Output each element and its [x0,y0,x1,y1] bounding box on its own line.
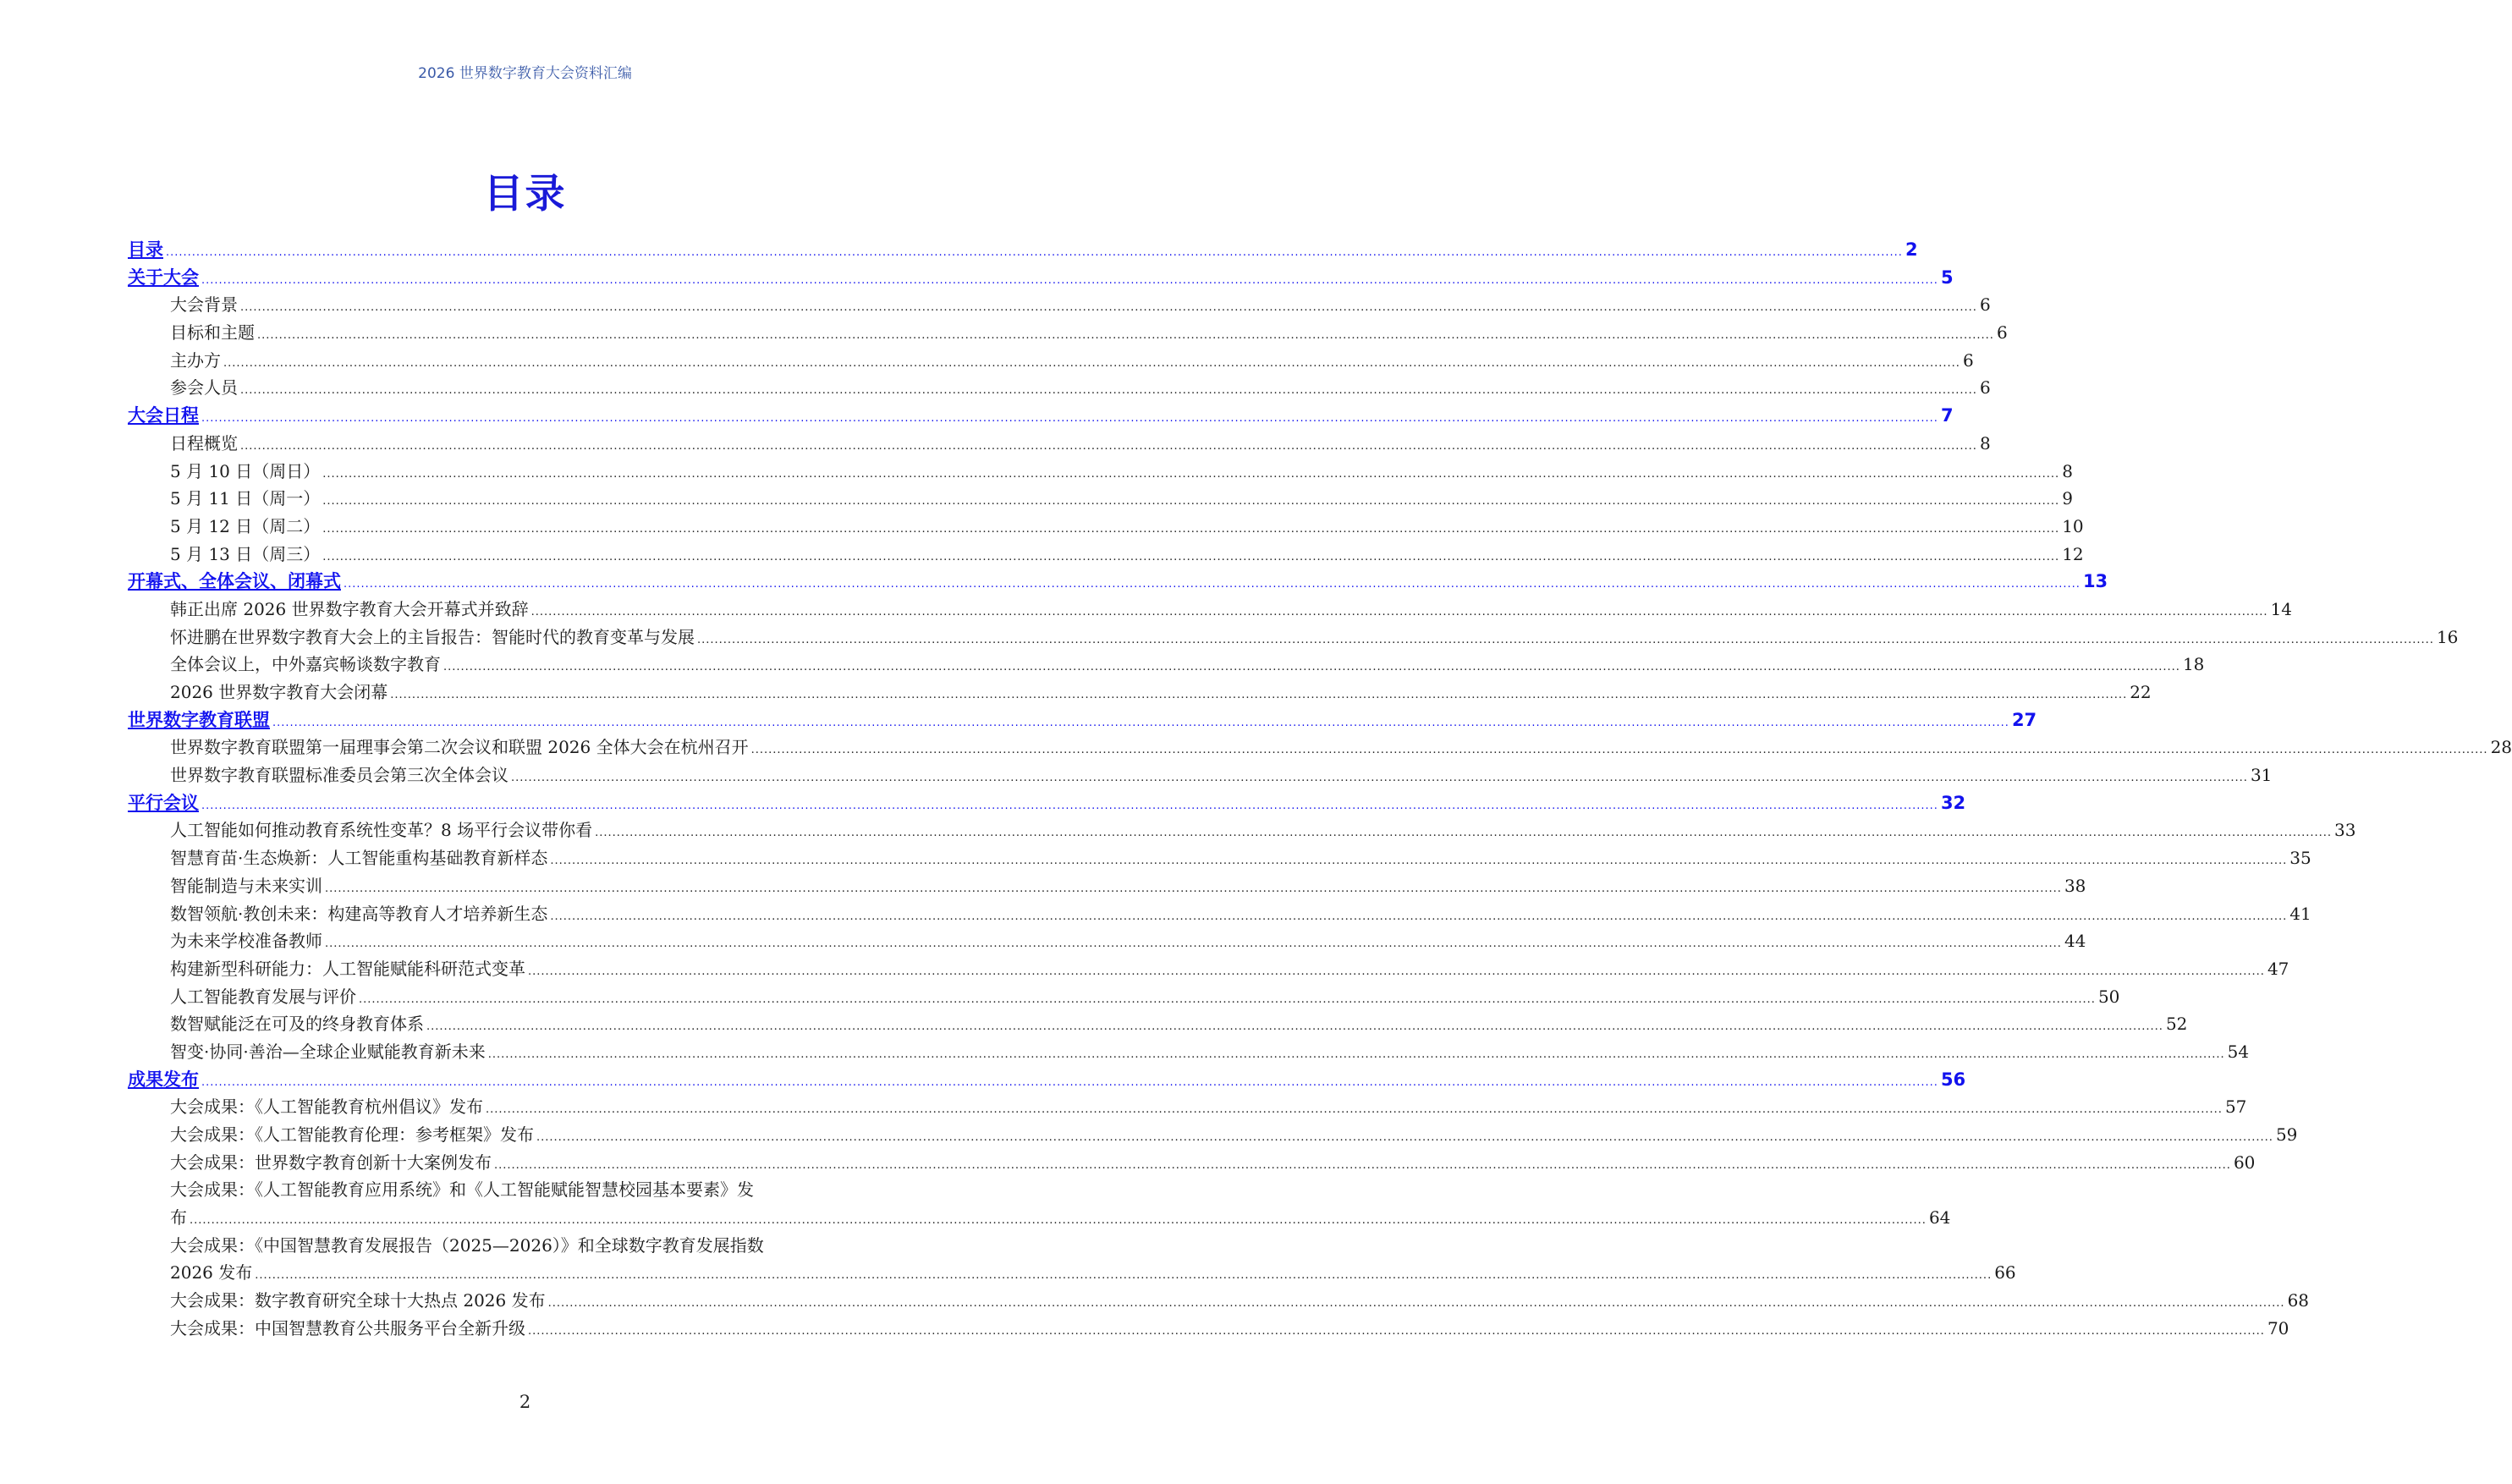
toc-entry-label: 人工智能如何推动教育系统性变革？8 场平行会议带你看 [170,820,593,841]
toc-entry-label-continued: 布 [170,1207,187,1228]
toc-entry[interactable] [128,319,2008,347]
toc-entry[interactable] [128,374,1991,402]
toc-entry-label: 世界数字教育联盟标准委员会第三次全体会议 [170,765,508,786]
toc-entry-page: 50 [2097,986,2120,1007]
dot-leader: ................................................................................................................................................................................................................................................................................................................................................................................................................ [240,301,1977,315]
toc-entry-page: 32 [1940,792,1966,813]
toc-entry[interactable] [128,347,1974,375]
toc-entry-label: 数智领航·教创未来：构建高等教育人才培养新生态 [170,903,548,924]
toc-entry-label: 大会成果：《人工智能教育杭州倡议》发布 [170,1097,483,1118]
dot-leader: ................................................................................................................................................................................................................................................................................................................................................................................................................ [528,1324,2265,1338]
page-number: 2 [519,1392,531,1412]
dot-leader: ................................................................................................................................................................................................................................................................................................................................................................................................................ [201,273,1938,287]
dot-leader: ................................................................................................................................................................................................................................................................................................................................................................................................................ [550,855,2288,868]
dot-leader: ................................................................................................................................................................................................................................................................................................................................................................................................................ [240,439,1977,453]
toc-entry-page: 7 [1940,405,1954,426]
toc-entry-page: 33 [2334,820,2356,841]
toc-entry-label: 怀进鹏在世界数字教育大会上的主旨报告：智能时代的教育变革与发展 [170,626,695,647]
table-of-contents [128,236,2512,1343]
dot-leader: ................................................................................................................................................................................................................................................................................................................................................................................................................ [494,1158,2231,1172]
toc-entry-label: 大会日程 [128,405,199,426]
toc-entry-label: 目标和主题 [170,322,255,344]
toc-entry-label: 成果发布 [128,1069,199,1090]
dot-leader: ................................................................................................................................................................................................................................................................................................................................................................................................................ [190,1214,1927,1228]
page-title: 目录 [483,171,567,217]
toc-entry[interactable] [128,291,1991,319]
toc-entry-label: 智慧育苗·生态焕新：人工智能重构基础教育新样态 [170,848,548,869]
dot-leader: ................................................................................................................................................................................................................................................................................................................................................................................................................ [201,799,1938,812]
toc-entry-page: 6 [1979,377,1991,398]
toc-entry-page: 56 [1940,1069,1966,1090]
toc-entry-page: 31 [2250,765,2273,786]
dot-leader: ................................................................................................................................................................................................................................................................................................................................................................................................................ [530,605,2268,618]
toc-entry[interactable] [128,955,2289,983]
toc-entry[interactable] [128,430,1991,458]
toc-entry-label: 韩正出席 2026 世界数字教育大会开幕式并致辞 [170,598,529,619]
toc-entry-page: 6 [1962,349,1974,371]
dot-leader: ................................................................................................................................................................................................................................................................................................................................................................................................................ [322,467,2060,481]
toc-entry-page: 54 [2227,1041,2250,1062]
toc-entry-page: 10 [2062,515,2084,536]
dot-leader: ................................................................................................................................................................................................................................................................................................................................................................................................................ [595,827,2333,840]
toc-entry[interactable] [128,513,2084,541]
dot-leader: ................................................................................................................................................................................................................................................................................................................................................................................................................ [201,412,1938,426]
toc-entry-label: 5 月 10 日（周日） [170,460,321,481]
toc-entry-label: 5 月 13 日（周三） [170,543,321,564]
dot-leader: ................................................................................................................................................................................................................................................................................................................................................................................................................ [257,329,1994,343]
toc-entry[interactable] [128,1121,2298,1149]
toc-section-link[interactable] [128,568,2108,596]
toc-entry-label-continued: 2026 发布 [170,1262,253,1283]
toc-entry-label: 大会成果：数字教育研究全球十大热点 2026 发布 [170,1290,546,1311]
dot-leader: ................................................................................................................................................................................................................................................................................................................................................................................................................ [486,1103,2223,1117]
dot-leader: ................................................................................................................................................................................................................................................................................................................................................................................................................ [322,550,2060,563]
toc-entry-label: 智能制造与未来实训 [170,875,322,896]
toc-entry-label: 主办方 [170,349,221,371]
toc-entry-page: 44 [2064,931,2086,952]
dot-leader: ................................................................................................................................................................................................................................................................................................................................................................................................................ [443,661,2180,674]
toc-entry[interactable] [128,1232,2016,1287]
toc-entry[interactable] [128,900,2311,928]
toc-entry-label: 大会背景 [170,294,238,316]
toc-entry[interactable] [128,1149,2256,1177]
dot-leader: ................................................................................................................................................................................................................................................................................................................................................................................................................ [201,1075,1938,1089]
toc-entry-page: 28 [2490,737,2512,758]
toc-entry[interactable] [128,1287,2310,1315]
dot-leader: ................................................................................................................................................................................................................................................................................................................................................................................................................ [359,992,2096,1006]
toc-entry-label: 智变·协同·善治—全球企业赋能教育新未来 [170,1041,486,1062]
toc-entry-label: 为未来学校准备教师 [170,931,322,952]
toc-entry-label: 大会成果：《中国智慧教育发展报告（2025—2026）》和全球数字教育发展指数 [170,1234,764,1256]
dot-leader: ................................................................................................................................................................................................................................................................................................................................................................................................................ [511,772,2248,785]
toc-entry-label: 平行会议 [128,792,199,813]
toc-entry-page: 8 [1979,432,1991,453]
toc-entry[interactable] [128,1315,2289,1343]
toc-entry-page: 22 [2130,682,2152,702]
dot-leader: ................................................................................................................................................................................................................................................................................................................................................................................................................ [750,744,2488,757]
dot-leader: ................................................................................................................................................................................................................................................................................................................................................................................................................ [547,1297,2285,1311]
toc-section-link[interactable] [128,236,1918,264]
toc-entry-page: 41 [2289,903,2311,924]
toc-entry-label: 大会成果：中国智慧教育公共服务平台全新升级 [170,1317,525,1338]
dot-leader: ................................................................................................................................................................................................................................................................................................................................................................................................................ [322,495,2060,508]
toc-entry-label: 大会成果：《人工智能教育伦理：参考框架》发布 [170,1124,534,1145]
toc-entry-label: 人工智能教育发展与评价 [170,986,356,1007]
toc-entry[interactable] [128,983,2120,1011]
toc-entry[interactable] [128,872,2086,900]
toc-entry-page: 12 [2062,543,2084,564]
toc-entry-page: 57 [2224,1097,2247,1118]
toc-entry-page: 9 [2062,488,2073,509]
toc-entry[interactable] [128,596,2293,624]
dot-leader: ................................................................................................................................................................................................................................................................................................................................................................................................................ [166,246,1903,259]
running-header: 2026 世界数字教育大会资料汇编 [418,65,632,82]
toc-entry-page: 35 [2289,848,2311,869]
toc-section-link[interactable] [128,264,1954,292]
dot-leader: ................................................................................................................................................................................................................................................................................................................................................................................................................ [344,578,2081,591]
toc-entry-page: 14 [2270,598,2293,619]
dot-leader: ................................................................................................................................................................................................................................................................................................................................................................................................................ [528,965,2265,978]
toc-entry[interactable] [128,734,2512,761]
toc-entry[interactable] [128,816,2356,844]
dot-leader: ................................................................................................................................................................................................................................................................................................................................................................................................................ [325,882,2062,895]
toc-section-link[interactable] [128,402,1954,430]
toc-entry-label: 世界数字教育联盟第一届理事会第二次会议和联盟 2026 全体大会在杭州召开 [170,737,749,758]
dot-leader: ................................................................................................................................................................................................................................................................................................................................................................................................................ [325,937,2062,951]
toc-entry-label: 5 月 11 日（周一） [170,488,321,509]
toc-entry[interactable] [128,1038,2250,1066]
toc-entry-page: 60 [2233,1151,2256,1173]
toc-entry-page: 64 [1928,1207,1951,1228]
toc-entry-page: 5 [1940,267,1954,288]
toc-entry-label: 关于大会 [128,267,199,288]
toc-entry[interactable] [128,624,2459,651]
toc-entry-page: 18 [2182,654,2205,675]
dot-leader: ................................................................................................................................................................................................................................................................................................................................................................................................................ [223,356,1960,370]
toc-section-link[interactable] [128,789,1966,817]
dot-leader: ................................................................................................................................................................................................................................................................................................................................................................................................................ [536,1131,2273,1144]
toc-entry-label: 大会成果：《人工智能教育应用系统》和《人工智能赋能智慧校园基本要素》发 [170,1179,754,1201]
toc-entry-label: 2026 世界数字教育大会闭幕 [170,682,388,702]
toc-entry-page: 6 [1996,322,2008,344]
toc-entry[interactable] [128,1176,1951,1231]
toc-entry[interactable] [128,679,2152,706]
toc-entry-page: 6 [1979,294,1991,316]
toc-entry-page: 47 [2267,958,2289,979]
toc-entry-page: 16 [2436,626,2459,647]
toc-entry-page: 38 [2064,875,2086,896]
dot-leader: ................................................................................................................................................................................................................................................................................................................................................................................................................ [426,1020,2163,1034]
toc-section-link[interactable] [128,1066,1966,1094]
dot-leader: ................................................................................................................................................................................................................................................................................................................................................................................................................ [390,689,2128,701]
toc-entry[interactable] [128,485,2073,513]
toc-entry-label: 数智赋能泛在可及的终身教育体系 [170,1014,424,1035]
toc-entry-label: 开幕式、全体会议、闭幕式 [128,571,341,592]
toc-entry[interactable] [128,541,2084,569]
toc-entry-page: 68 [2287,1290,2310,1311]
dot-leader: ................................................................................................................................................................................................................................................................................................................................................................................................................ [272,716,2009,729]
toc-entry[interactable] [128,1093,2247,1121]
dot-leader: ................................................................................................................................................................................................................................................................................................................................................................................................................ [550,910,2288,923]
toc-entry-label: 日程概览 [170,432,238,453]
toc-entry[interactable] [128,844,2311,872]
toc-entry-page: 70 [2267,1317,2289,1338]
toc-entry-label: 大会成果：世界数字教育创新十大案例发布 [170,1151,492,1173]
dot-leader: ................................................................................................................................................................................................................................................................................................................................................................................................................ [255,1269,1993,1283]
dot-leader: ................................................................................................................................................................................................................................................................................................................................................................................................................ [240,384,1977,398]
toc-entry-page: 2 [1905,239,1918,260]
dot-leader: ................................................................................................................................................................................................................................................................................................................................................................................................................ [322,522,2060,536]
toc-entry-page: 66 [1994,1262,2016,1283]
toc-entry-page: 8 [2062,460,2073,481]
toc-entry-page: 13 [2082,571,2108,592]
dot-leader: ................................................................................................................................................................................................................................................................................................................................................................................................................ [697,633,2434,646]
toc-section-link[interactable] [128,706,2037,734]
toc-entry[interactable] [128,458,2073,486]
toc-entry-label: 构建新型科研能力：人工智能赋能科研范式变革 [170,958,525,979]
toc-entry[interactable] [128,761,2273,789]
toc-entry-page: 52 [2165,1014,2188,1035]
toc-entry-label: 世界数字教育联盟 [128,709,270,730]
toc-entry[interactable] [128,651,2205,679]
dot-leader: ................................................................................................................................................................................................................................................................................................................................................................................................................ [487,1047,2225,1061]
toc-entry-label: 目录 [128,239,163,260]
toc-entry-page: 59 [2275,1124,2298,1145]
toc-entry-page: 27 [2011,709,2037,730]
toc-entry-label: 全体会议上，中外嘉宾畅谈数字教育 [170,654,441,675]
toc-entry-label: 参会人员 [170,377,238,398]
toc-entry-label: 5 月 12 日（周二） [170,515,321,536]
toc-entry[interactable] [128,927,2086,955]
toc-entry[interactable] [128,1010,2188,1038]
